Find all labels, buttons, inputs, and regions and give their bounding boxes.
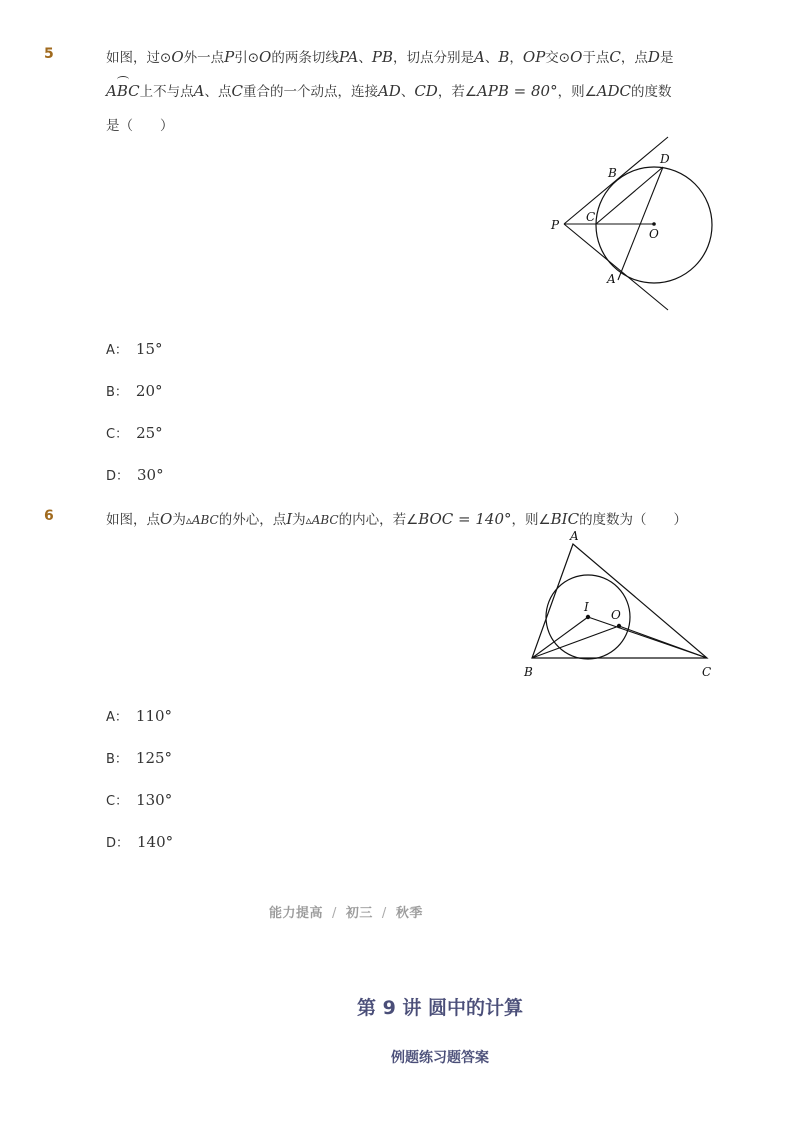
- lesson-title: 第 9 讲 圆中的计算: [356, 997, 524, 1019]
- answer-option-b[interactable]: B： 20°: [106, 382, 163, 400]
- question-text-line: 如图，过⊙O外一点P引⊙O的两条切线PA、PB，切点分别是A、B，OP交⊙O于点C，点D是: [106, 48, 674, 66]
- answer-option-c[interactable]: C： 25°: [106, 424, 163, 442]
- point-label-o: O: [649, 227, 659, 241]
- point-label-c: C: [702, 665, 712, 679]
- question-text-line: 是（ ）: [106, 118, 174, 134]
- answer-option-d[interactable]: D： 30°: [106, 466, 164, 484]
- answer-option-a[interactable]: A： 15°: [106, 340, 163, 358]
- point-label-i: I: [584, 600, 589, 614]
- point-label-a: A: [570, 529, 579, 543]
- arc-notation: ABC: [106, 82, 140, 100]
- question-number: 5: [44, 46, 54, 62]
- point-label-b: B: [524, 665, 533, 679]
- answer-option-b[interactable]: B： 125°: [106, 749, 173, 767]
- point-label-b: B: [608, 166, 617, 180]
- answer-option-d[interactable]: D： 140°: [106, 833, 174, 851]
- question-number: 6: [44, 508, 54, 524]
- answer-option-c[interactable]: C： 130°: [106, 791, 173, 809]
- question-text-line: 如图，点O为▵ABC的外心，点I为▵ABC的内心，若∠BOC = 140°，则∠BIC的度数为（ ）: [106, 510, 688, 528]
- tangent-circle-figure: [540, 135, 730, 315]
- point-label-o: O: [611, 608, 621, 622]
- answer-option-a[interactable]: A： 110°: [106, 707, 173, 725]
- point-label-a: A: [607, 272, 616, 286]
- question-text-line: ABC上不与点A、点C重合的一个动点，连接AD、CD，若∠APB = 80°，则∠ADC的度数: [106, 82, 672, 100]
- point-label-c: C: [586, 210, 596, 224]
- triangle-incircle-figure: [518, 528, 728, 688]
- point-label-d: D: [660, 152, 670, 166]
- course-breadcrumb: 能力提高 / 初三 / 秋季: [269, 906, 423, 921]
- answer-section-title: 例题练习题答案: [391, 1050, 489, 1066]
- point-label-p: P: [551, 218, 560, 232]
